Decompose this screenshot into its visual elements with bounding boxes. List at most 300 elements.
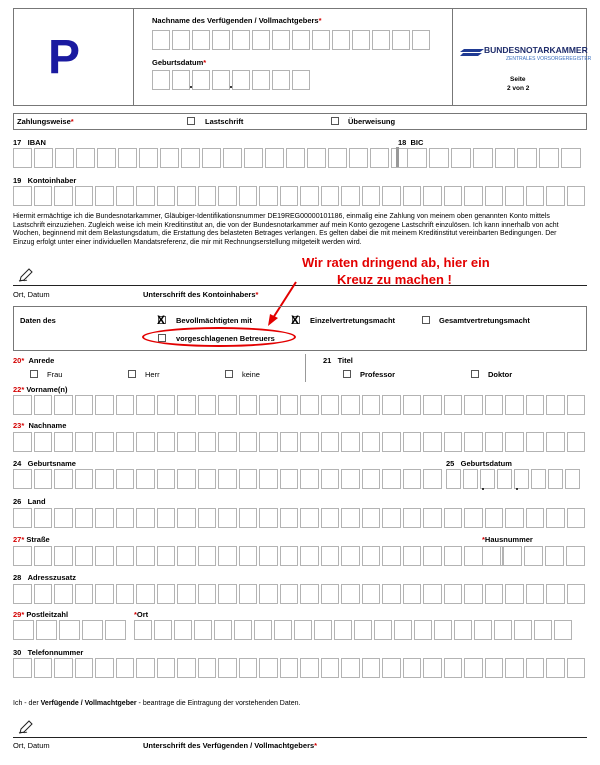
char-box[interactable]: [526, 432, 545, 452]
char-box[interactable]: [514, 620, 532, 640]
char-box[interactable]: [259, 469, 278, 489]
char-box[interactable]: [341, 584, 360, 604]
char-box[interactable]: [567, 186, 586, 206]
char-box[interactable]: [423, 469, 442, 489]
char-box[interactable]: [280, 432, 299, 452]
char-box[interactable]: [54, 546, 73, 566]
char-box[interactable]: [341, 546, 360, 566]
char-box[interactable]: [495, 148, 515, 168]
char-box[interactable]: [464, 546, 483, 566]
char-box[interactable]: [54, 658, 73, 678]
char-box[interactable]: [280, 658, 299, 678]
char-box[interactable]: [259, 658, 278, 678]
char-box[interactable]: [157, 508, 176, 528]
char-box[interactable]: [259, 546, 278, 566]
char-box[interactable]: [505, 395, 524, 415]
char-box[interactable]: [407, 148, 427, 168]
char-box[interactable]: [321, 508, 340, 528]
char-box[interactable]: [239, 658, 258, 678]
char-box[interactable]: [157, 546, 176, 566]
char-box[interactable]: [218, 546, 237, 566]
char-box[interactable]: [13, 584, 32, 604]
char-box[interactable]: [423, 584, 442, 604]
char-box[interactable]: [463, 469, 478, 489]
char-box[interactable]: [254, 620, 272, 640]
char-box[interactable]: [198, 508, 217, 528]
char-box[interactable]: [218, 658, 237, 678]
char-box[interactable]: [95, 508, 114, 528]
nachname-header-cells[interactable]: [152, 30, 432, 50]
char-box[interactable]: [139, 148, 158, 168]
char-box[interactable]: [134, 620, 152, 640]
char-box[interactable]: [13, 469, 32, 489]
char-box[interactable]: [95, 432, 114, 452]
char-box[interactable]: [414, 620, 432, 640]
char-box[interactable]: [341, 658, 360, 678]
char-box[interactable]: [341, 508, 360, 528]
char-box[interactable]: [294, 620, 312, 640]
char-box[interactable]: [514, 469, 529, 489]
char-box[interactable]: [362, 186, 381, 206]
char-box[interactable]: [177, 469, 196, 489]
char-box[interactable]: [546, 658, 565, 678]
char-box[interactable]: [567, 658, 586, 678]
char-box[interactable]: [300, 432, 319, 452]
char-box[interactable]: [177, 546, 196, 566]
land-cells[interactable]: [13, 508, 587, 528]
doktor-checkbox[interactable]: [471, 370, 479, 378]
char-box[interactable]: [82, 620, 103, 640]
char-box[interactable]: [116, 546, 135, 566]
char-box[interactable]: [136, 658, 155, 678]
char-box[interactable]: [554, 620, 572, 640]
char-box[interactable]: [136, 469, 155, 489]
char-box[interactable]: [95, 469, 114, 489]
char-box[interactable]: [300, 395, 319, 415]
char-box[interactable]: [382, 546, 401, 566]
char-box[interactable]: [272, 30, 290, 50]
char-box[interactable]: [177, 186, 196, 206]
keine-checkbox[interactable]: [225, 370, 233, 378]
hausnummer-cells[interactable]: [482, 546, 587, 566]
char-box[interactable]: [307, 148, 326, 168]
char-box[interactable]: [362, 395, 381, 415]
char-box[interactable]: [95, 584, 114, 604]
char-box[interactable]: [474, 620, 492, 640]
char-box[interactable]: [444, 395, 463, 415]
char-box[interactable]: [403, 508, 422, 528]
char-box[interactable]: [174, 620, 192, 640]
char-box[interactable]: [473, 148, 493, 168]
char-box[interactable]: [34, 546, 53, 566]
char-box[interactable]: [34, 395, 53, 415]
char-box[interactable]: [423, 186, 442, 206]
char-box[interactable]: [105, 620, 126, 640]
char-box[interactable]: [75, 395, 94, 415]
char-box[interactable]: [259, 432, 278, 452]
char-box[interactable]: [75, 508, 94, 528]
char-box[interactable]: [444, 432, 463, 452]
char-box[interactable]: [75, 546, 94, 566]
char-box[interactable]: [272, 70, 290, 90]
char-box[interactable]: [321, 658, 340, 678]
char-box[interactable]: [362, 546, 381, 566]
char-box[interactable]: [546, 508, 565, 528]
char-box[interactable]: [194, 620, 212, 640]
char-box[interactable]: [239, 432, 258, 452]
char-box[interactable]: [192, 70, 210, 90]
char-box[interactable]: [423, 395, 442, 415]
char-box[interactable]: [548, 469, 563, 489]
char-box[interactable]: [292, 70, 310, 90]
char-box[interactable]: [172, 30, 190, 50]
char-box[interactable]: [394, 620, 412, 640]
char-box[interactable]: [274, 620, 292, 640]
char-box[interactable]: [446, 469, 461, 489]
char-box[interactable]: [136, 186, 155, 206]
professor-checkbox[interactable]: [343, 370, 351, 378]
char-box[interactable]: [480, 469, 495, 489]
char-box[interactable]: [392, 30, 410, 50]
char-box[interactable]: [505, 432, 524, 452]
char-box[interactable]: [382, 395, 401, 415]
char-box[interactable]: [382, 469, 401, 489]
char-box[interactable]: [526, 186, 545, 206]
char-box[interactable]: [503, 546, 522, 566]
char-box[interactable]: [34, 658, 53, 678]
char-box[interactable]: [382, 186, 401, 206]
char-box[interactable]: [412, 30, 430, 50]
char-box[interactable]: [546, 432, 565, 452]
char-box[interactable]: [157, 395, 176, 415]
char-box[interactable]: [567, 395, 586, 415]
kontoinhaber-cells[interactable]: [13, 186, 587, 206]
char-box[interactable]: [218, 432, 237, 452]
char-box[interactable]: [321, 432, 340, 452]
char-box[interactable]: [198, 584, 217, 604]
char-box[interactable]: [234, 620, 252, 640]
char-box[interactable]: [198, 395, 217, 415]
char-box[interactable]: [54, 432, 73, 452]
char-box[interactable]: [34, 584, 53, 604]
char-box[interactable]: [177, 432, 196, 452]
char-box[interactable]: [198, 186, 217, 206]
geburtsname-cells[interactable]: [13, 469, 444, 489]
char-box[interactable]: [423, 658, 442, 678]
char-box[interactable]: [259, 186, 278, 206]
char-box[interactable]: [265, 148, 284, 168]
char-box[interactable]: [280, 469, 299, 489]
iban-cells[interactable]: [13, 148, 412, 168]
frau-checkbox[interactable]: [30, 370, 38, 378]
char-box[interactable]: [334, 620, 352, 640]
char-box[interactable]: [239, 186, 258, 206]
char-box[interactable]: [300, 546, 319, 566]
char-box[interactable]: [403, 546, 422, 566]
char-box[interactable]: [546, 395, 565, 415]
char-box[interactable]: [136, 395, 155, 415]
char-box[interactable]: [312, 30, 330, 50]
char-box[interactable]: [382, 584, 401, 604]
char-box[interactable]: [252, 30, 270, 50]
char-box[interactable]: [75, 432, 94, 452]
char-box[interactable]: [434, 620, 452, 640]
char-box[interactable]: [292, 30, 310, 50]
char-box[interactable]: [546, 186, 565, 206]
ort-cells[interactable]: [134, 620, 574, 640]
char-box[interactable]: [95, 546, 114, 566]
char-box[interactable]: [280, 584, 299, 604]
char-box[interactable]: [202, 148, 221, 168]
char-box[interactable]: [212, 70, 230, 90]
plz-cells[interactable]: [13, 620, 128, 640]
char-box[interactable]: [218, 395, 237, 415]
char-box[interactable]: [136, 584, 155, 604]
char-box[interactable]: [152, 70, 170, 90]
char-box[interactable]: [13, 546, 32, 566]
char-box[interactable]: [116, 186, 135, 206]
char-box[interactable]: [55, 148, 74, 168]
char-box[interactable]: [464, 508, 483, 528]
char-box[interactable]: [362, 469, 381, 489]
lastschrift-checkbox[interactable]: [187, 117, 195, 125]
char-box[interactable]: [54, 508, 73, 528]
char-box[interactable]: [403, 658, 422, 678]
char-box[interactable]: [34, 186, 53, 206]
char-box[interactable]: [464, 584, 483, 604]
char-box[interactable]: [34, 469, 53, 489]
char-box[interactable]: [526, 584, 545, 604]
char-box[interactable]: [34, 148, 53, 168]
char-box[interactable]: [13, 395, 32, 415]
char-box[interactable]: [54, 186, 73, 206]
char-box[interactable]: [451, 148, 471, 168]
char-box[interactable]: [505, 584, 524, 604]
telefon-cells[interactable]: [13, 658, 587, 678]
char-box[interactable]: [362, 508, 381, 528]
char-box[interactable]: [76, 148, 95, 168]
char-box[interactable]: [198, 658, 217, 678]
char-box[interactable]: [403, 432, 422, 452]
char-box[interactable]: [95, 395, 114, 415]
char-box[interactable]: [566, 546, 585, 566]
char-box[interactable]: [321, 469, 340, 489]
char-box[interactable]: [192, 30, 210, 50]
char-box[interactable]: [95, 186, 114, 206]
char-box[interactable]: [300, 584, 319, 604]
char-box[interactable]: [75, 469, 94, 489]
char-box[interactable]: [218, 508, 237, 528]
char-box[interactable]: [531, 469, 546, 489]
char-box[interactable]: [429, 148, 449, 168]
char-box[interactable]: [444, 546, 463, 566]
char-box[interactable]: [567, 584, 586, 604]
char-box[interactable]: [177, 395, 196, 415]
char-box[interactable]: [252, 70, 270, 90]
herr-checkbox[interactable]: [128, 370, 136, 378]
char-box[interactable]: [349, 148, 368, 168]
char-box[interactable]: [382, 508, 401, 528]
char-box[interactable]: [526, 508, 545, 528]
char-box[interactable]: [286, 148, 305, 168]
strasse-cells[interactable]: [13, 546, 505, 566]
char-box[interactable]: [567, 432, 586, 452]
char-box[interactable]: [565, 469, 580, 489]
char-box[interactable]: [341, 432, 360, 452]
char-box[interactable]: [232, 70, 250, 90]
ueberweisung-checkbox[interactable]: [331, 117, 339, 125]
char-box[interactable]: [13, 658, 32, 678]
char-box[interactable]: [157, 432, 176, 452]
char-box[interactable]: [177, 508, 196, 528]
char-box[interactable]: [382, 658, 401, 678]
char-box[interactable]: [485, 395, 504, 415]
char-box[interactable]: [172, 70, 190, 90]
char-box[interactable]: [444, 584, 463, 604]
char-box[interactable]: [341, 469, 360, 489]
char-box[interactable]: [403, 395, 422, 415]
char-box[interactable]: [464, 658, 483, 678]
char-box[interactable]: [354, 620, 372, 640]
char-box[interactable]: [232, 30, 250, 50]
char-box[interactable]: [116, 432, 135, 452]
char-box[interactable]: [259, 584, 278, 604]
char-box[interactable]: [116, 508, 135, 528]
char-box[interactable]: [534, 620, 552, 640]
char-box[interactable]: [223, 148, 242, 168]
char-box[interactable]: [239, 395, 258, 415]
char-box[interactable]: [198, 546, 217, 566]
char-box[interactable]: [374, 620, 392, 640]
char-box[interactable]: [13, 620, 34, 640]
char-box[interactable]: [75, 186, 94, 206]
char-box[interactable]: [539, 148, 559, 168]
char-box[interactable]: [546, 584, 565, 604]
char-box[interactable]: [362, 584, 381, 604]
char-box[interactable]: [157, 469, 176, 489]
char-box[interactable]: [526, 395, 545, 415]
char-box[interactable]: [497, 469, 512, 489]
char-box[interactable]: [328, 148, 347, 168]
char-box[interactable]: [482, 546, 501, 566]
char-box[interactable]: [505, 508, 524, 528]
char-box[interactable]: [239, 469, 258, 489]
char-box[interactable]: [97, 148, 116, 168]
char-box[interactable]: [561, 148, 581, 168]
char-box[interactable]: [370, 148, 389, 168]
char-box[interactable]: [177, 584, 196, 604]
char-box[interactable]: [444, 658, 463, 678]
char-box[interactable]: [136, 432, 155, 452]
char-box[interactable]: [321, 395, 340, 415]
char-box[interactable]: [545, 546, 564, 566]
char-box[interactable]: [300, 469, 319, 489]
char-box[interactable]: [218, 584, 237, 604]
char-box[interactable]: [485, 186, 504, 206]
char-box[interactable]: [423, 508, 442, 528]
geburtsdatum-header-cells[interactable]: [152, 70, 312, 90]
vorname-cells[interactable]: [13, 395, 587, 415]
char-box[interactable]: [485, 658, 504, 678]
char-box[interactable]: [154, 620, 172, 640]
char-box[interactable]: [352, 30, 370, 50]
char-box[interactable]: [403, 469, 422, 489]
char-box[interactable]: [118, 148, 137, 168]
char-box[interactable]: [403, 584, 422, 604]
char-box[interactable]: [423, 546, 442, 566]
char-box[interactable]: [54, 395, 73, 415]
char-box[interactable]: [494, 620, 512, 640]
char-box[interactable]: [198, 432, 217, 452]
char-box[interactable]: [382, 432, 401, 452]
char-box[interactable]: [372, 30, 390, 50]
char-box[interactable]: [362, 658, 381, 678]
char-box[interactable]: [526, 658, 545, 678]
geburtsdatum-cells[interactable]: [446, 469, 582, 489]
char-box[interactable]: [454, 620, 472, 640]
char-box[interactable]: [181, 148, 200, 168]
char-box[interactable]: [314, 620, 332, 640]
char-box[interactable]: [116, 658, 135, 678]
char-box[interactable]: [321, 546, 340, 566]
char-box[interactable]: [75, 584, 94, 604]
char-box[interactable]: [239, 584, 258, 604]
char-box[interactable]: [464, 395, 483, 415]
char-box[interactable]: [177, 658, 196, 678]
char-box[interactable]: [300, 508, 319, 528]
char-box[interactable]: [423, 432, 442, 452]
adresszusatz-cells[interactable]: [13, 584, 587, 604]
char-box[interactable]: [36, 620, 57, 640]
char-box[interactable]: [341, 395, 360, 415]
char-box[interactable]: [214, 620, 232, 640]
char-box[interactable]: [160, 148, 179, 168]
char-box[interactable]: [239, 546, 258, 566]
char-box[interactable]: [116, 584, 135, 604]
char-box[interactable]: [116, 395, 135, 415]
char-box[interactable]: [444, 186, 463, 206]
char-box[interactable]: [218, 186, 237, 206]
char-box[interactable]: [321, 186, 340, 206]
char-box[interactable]: [485, 432, 504, 452]
char-box[interactable]: [116, 469, 135, 489]
char-box[interactable]: [54, 584, 73, 604]
char-box[interactable]: [157, 584, 176, 604]
char-box[interactable]: [259, 395, 278, 415]
char-box[interactable]: [198, 469, 217, 489]
char-box[interactable]: [444, 508, 463, 528]
char-box[interactable]: [218, 469, 237, 489]
nachname-cells[interactable]: [13, 432, 587, 452]
char-box[interactable]: [34, 508, 53, 528]
char-box[interactable]: [95, 658, 114, 678]
char-box[interactable]: [403, 186, 422, 206]
char-box[interactable]: [13, 186, 32, 206]
char-box[interactable]: [464, 186, 483, 206]
char-box[interactable]: [13, 432, 32, 452]
char-box[interactable]: [332, 30, 350, 50]
char-box[interactable]: [280, 546, 299, 566]
char-box[interactable]: [505, 658, 524, 678]
char-box[interactable]: [13, 508, 32, 528]
char-box[interactable]: [321, 584, 340, 604]
char-box[interactable]: [464, 432, 483, 452]
char-box[interactable]: [136, 508, 155, 528]
char-box[interactable]: [485, 584, 504, 604]
char-box[interactable]: [34, 432, 53, 452]
char-box[interactable]: [157, 186, 176, 206]
char-box[interactable]: [341, 186, 360, 206]
